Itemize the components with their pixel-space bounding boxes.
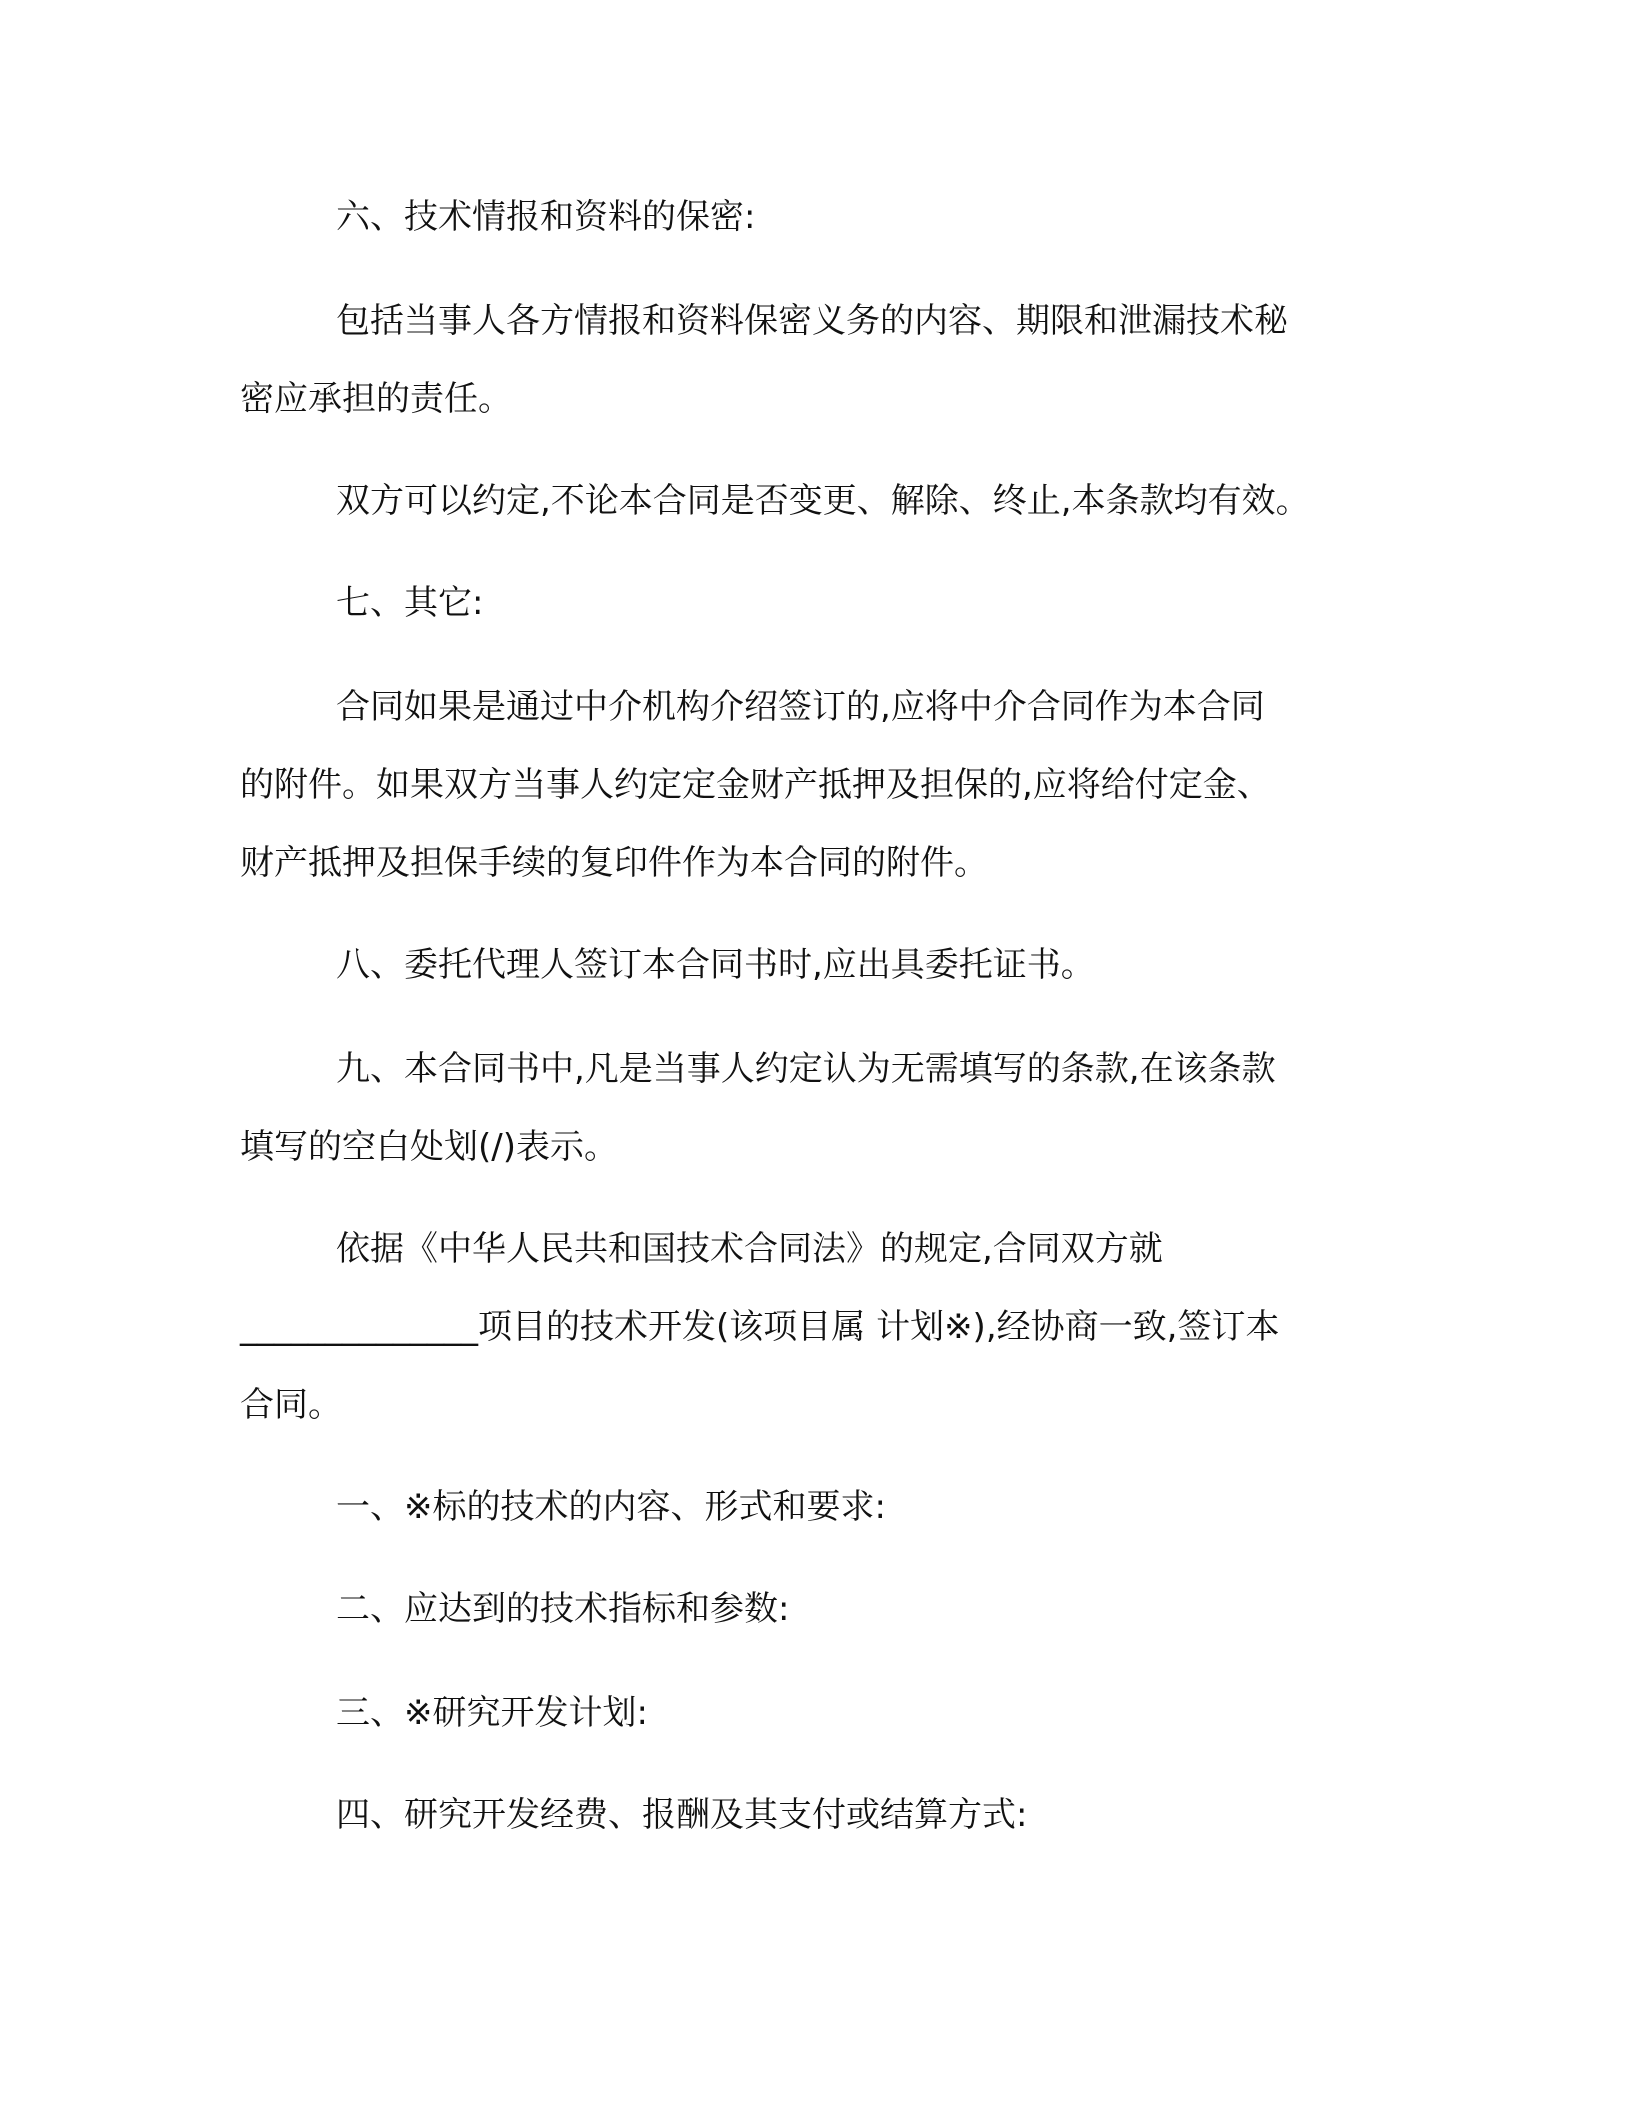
text-line: 一、※标的技术的内容、形式和要求: [336,1487,886,1527]
section-heading-3 [240,1674,1400,1752]
text-line: 六、技术情报和资料的保密: [336,197,756,237]
section-heading-6 [240,178,1400,256]
text-line: 密应承担的责任。 [240,379,512,419]
paragraph-confidentiality-content [240,282,1400,438]
paragraph-confidentiality-validity [240,462,1400,540]
section-heading-4 [240,1776,1400,1854]
section-heading-2 [240,1570,1400,1648]
text-line: 八、委托代理人签订本合同书时,应出具委托证书。 [336,945,1095,985]
text-line: 九、本合同书中,凡是当事人约定认为无需填写的条款,在该条款 [336,1049,1276,1089]
text-line: 七、其它: [336,583,484,623]
paragraph-contract-basis [240,1210,1400,1444]
section-heading-1 [240,1468,1400,1546]
text-line: 三、※研究开发计划: [336,1693,648,1733]
text-line: 填写的空白处划(/)表示。 [240,1127,618,1167]
section-heading-8 [240,926,1400,1004]
text-line: 依据《中华人民共和国技术合同法》的规定,合同双方就 [336,1229,1163,1269]
text-line: 的附件。如果双方当事人约定定金财产抵押及担保的,应将给付定金、 [240,765,1271,805]
paragraph-other-attachments [240,668,1400,902]
text-line: 包括当事人各方情报和资料保密义务的内容、期限和泄漏技术秘 [336,301,1288,341]
text-line: ______________项目的技术开发(该项目属 计划※),经协商一致,签订本 [240,1307,1280,1347]
text-line: 双方可以约定,不论本合同是否变更、解除、终止,本条款均有效。 [336,481,1310,521]
section-heading-7 [240,564,1400,642]
text-line: 合同如果是通过中介机构介绍签订的,应将中介合同作为本合同 [336,687,1265,727]
text-line: 四、研究开发经费、报酬及其支付或结算方式: [336,1795,1028,1835]
section-heading-9 [240,1030,1400,1186]
text-line: 二、应达到的技术指标和参数: [336,1589,790,1629]
text-line: 合同。 [240,1385,342,1425]
text-line: 财产抵押及担保手续的复印件作为本合同的附件。 [240,843,988,883]
